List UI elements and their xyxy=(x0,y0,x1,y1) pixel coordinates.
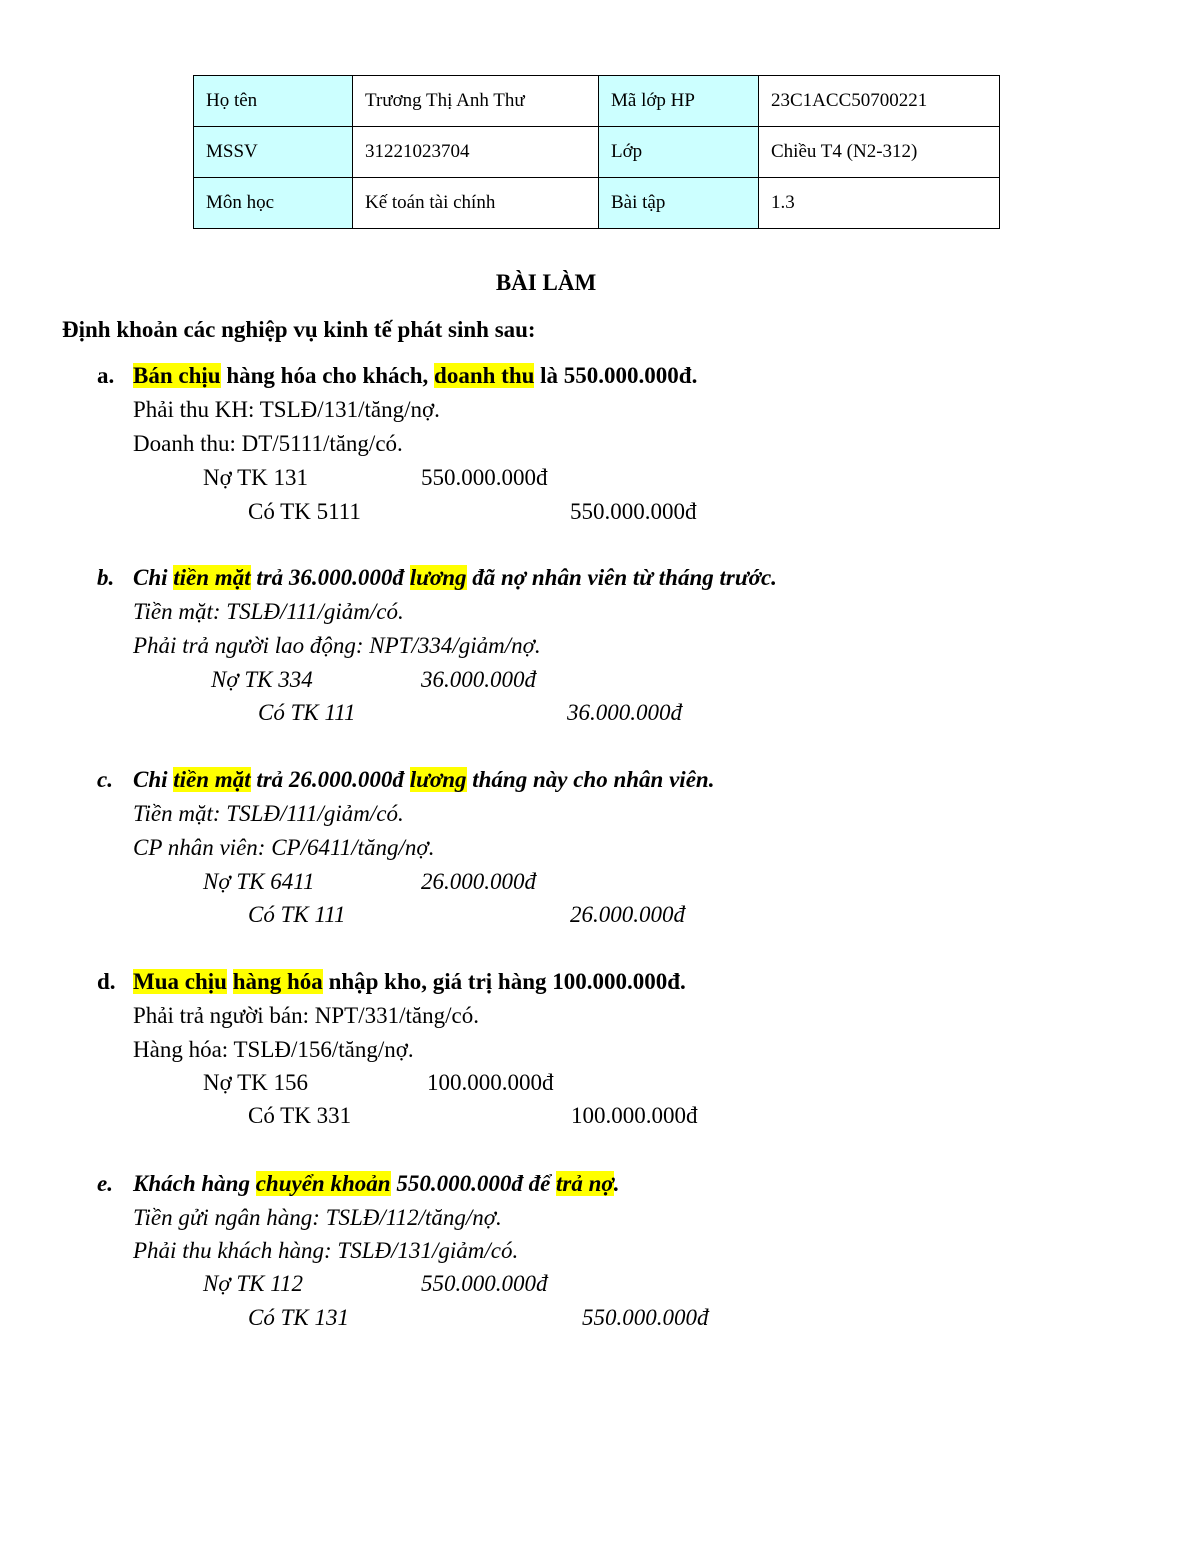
class-value: Chiều T4 (N2-312) xyxy=(759,127,1000,178)
credit-account: Có TK 111 xyxy=(258,700,356,725)
analysis-line: CP nhân viên: CP/6411/tăng/nợ. xyxy=(133,835,435,860)
debit-amount: 100.000.000đ xyxy=(427,1070,554,1095)
keyword-highlight: lương xyxy=(409,767,467,792)
exercise-value: 1.3 xyxy=(759,178,1000,229)
analysis-line: Tiền mặt: TSLĐ/111/giảm/có. xyxy=(133,801,404,826)
name-value: Trương Thị Anh Thư xyxy=(353,76,599,127)
question-text: 550.000.000đ để xyxy=(390,1171,557,1196)
student-info-table xyxy=(193,75,1000,229)
debit-account: Nợ TK 112 xyxy=(203,1271,304,1296)
analysis-line: Tiền mặt: TSLĐ/111/giảm/có. xyxy=(133,599,404,624)
item-letter: c. xyxy=(97,767,113,792)
credit-amount: 26.000.000đ xyxy=(570,902,685,927)
question-text: là 550.000.000đ. xyxy=(534,363,698,388)
student-id-label: MSSV xyxy=(194,127,353,178)
question-text: . xyxy=(613,1171,620,1196)
credit-account: Có TK 131 xyxy=(248,1305,349,1330)
debit-account: Nợ TK 156 xyxy=(203,1070,309,1095)
keyword-highlight: Mua chịu xyxy=(133,969,227,994)
credit-account: Có TK 111 xyxy=(248,902,346,927)
debit-account: Nợ TK 131 xyxy=(203,465,309,490)
question-text: tháng này cho nhân viên. xyxy=(466,767,715,792)
question-text: Khách hàng xyxy=(133,1171,256,1196)
credit-amount: 100.000.000đ xyxy=(571,1103,698,1128)
debit-account: Nợ TK 6411 xyxy=(203,869,315,894)
analysis-line: Phải thu KH: TSLĐ/131/tăng/nợ. xyxy=(133,397,440,422)
student-id-value: 31221023704 xyxy=(353,127,599,178)
credit-amount: 36.000.000đ xyxy=(567,700,682,725)
credit-amount: 550.000.000đ xyxy=(582,1305,709,1330)
question-text: Chi xyxy=(133,565,174,590)
analysis-line: Hàng hóa: TSLĐ/156/tăng/nợ. xyxy=(133,1037,414,1062)
keyword-highlight: tiền mặt xyxy=(173,565,251,590)
debit-amount: 550.000.000đ xyxy=(421,1271,548,1296)
analysis-line: Doanh thu: DT/5111/tăng/có. xyxy=(133,431,403,456)
question-text: Chi xyxy=(133,767,174,792)
table-row xyxy=(194,127,1000,178)
table-row xyxy=(194,178,1000,229)
question-text: nhập kho, giá trị hàng 100.000.000đ. xyxy=(322,969,686,994)
subject-label: Môn học xyxy=(194,178,353,229)
keyword-highlight: trả nợ xyxy=(556,1171,614,1196)
subject-value: Kế toán tài chính xyxy=(353,178,599,229)
instruction-heading: Định khoản các nghiệp vụ kinh tế phát sinh sau: xyxy=(62,317,536,342)
page-title: BÀI LÀM xyxy=(495,270,597,295)
debit-amount: 26.000.000đ xyxy=(421,869,536,894)
exercise-label: Bài tập xyxy=(599,178,759,229)
credit-amount: 550.000.000đ xyxy=(570,499,697,524)
analysis-line: Phải trả người bán: NPT/331/tăng/có. xyxy=(133,1003,479,1028)
item-letter: d. xyxy=(97,969,116,994)
question-text: trả 36.000.000đ xyxy=(250,565,410,590)
item-letter: a. xyxy=(97,363,115,388)
analysis-line: Phải thu khách hàng: TSLĐ/131/giảm/có. xyxy=(133,1238,519,1263)
keyword-highlight: doanh thu xyxy=(434,363,535,388)
table-row xyxy=(194,76,1000,127)
question-text: trả 26.000.000đ xyxy=(250,767,410,792)
class-code-value: 23C1ACC50700221 xyxy=(759,76,1000,127)
question-text xyxy=(227,969,233,994)
credit-account: Có TK 331 xyxy=(248,1103,352,1128)
keyword-highlight: tiền mặt xyxy=(173,767,251,792)
debit-amount: 36.000.000đ xyxy=(421,667,536,692)
analysis-line: Phải trả người lao động: NPT/334/giảm/nợ. xyxy=(133,633,541,658)
debit-account: Nợ TK 334 xyxy=(211,667,313,692)
item-letter: e. xyxy=(97,1171,113,1196)
analysis-line: Tiền gửi ngân hàng: TSLĐ/112/tăng/nợ. xyxy=(133,1205,502,1230)
question-text: đã nợ nhân viên từ tháng trước. xyxy=(466,565,777,590)
keyword-highlight: hàng hóa xyxy=(232,969,323,994)
debit-amount: 550.000.000đ xyxy=(421,465,548,490)
name-label: Họ tên xyxy=(194,76,353,127)
keyword-highlight: Bán chịu xyxy=(133,363,221,388)
credit-account: Có TK 5111 xyxy=(248,499,361,524)
item-letter: b. xyxy=(97,565,115,590)
keyword-highlight: chuyển khoản xyxy=(255,1171,391,1196)
question-text: hàng hóa cho khách, xyxy=(220,363,435,388)
keyword-highlight: lương xyxy=(409,565,467,590)
class-code-label: Mã lớp HP xyxy=(599,76,759,127)
class-label: Lớp xyxy=(599,127,759,178)
